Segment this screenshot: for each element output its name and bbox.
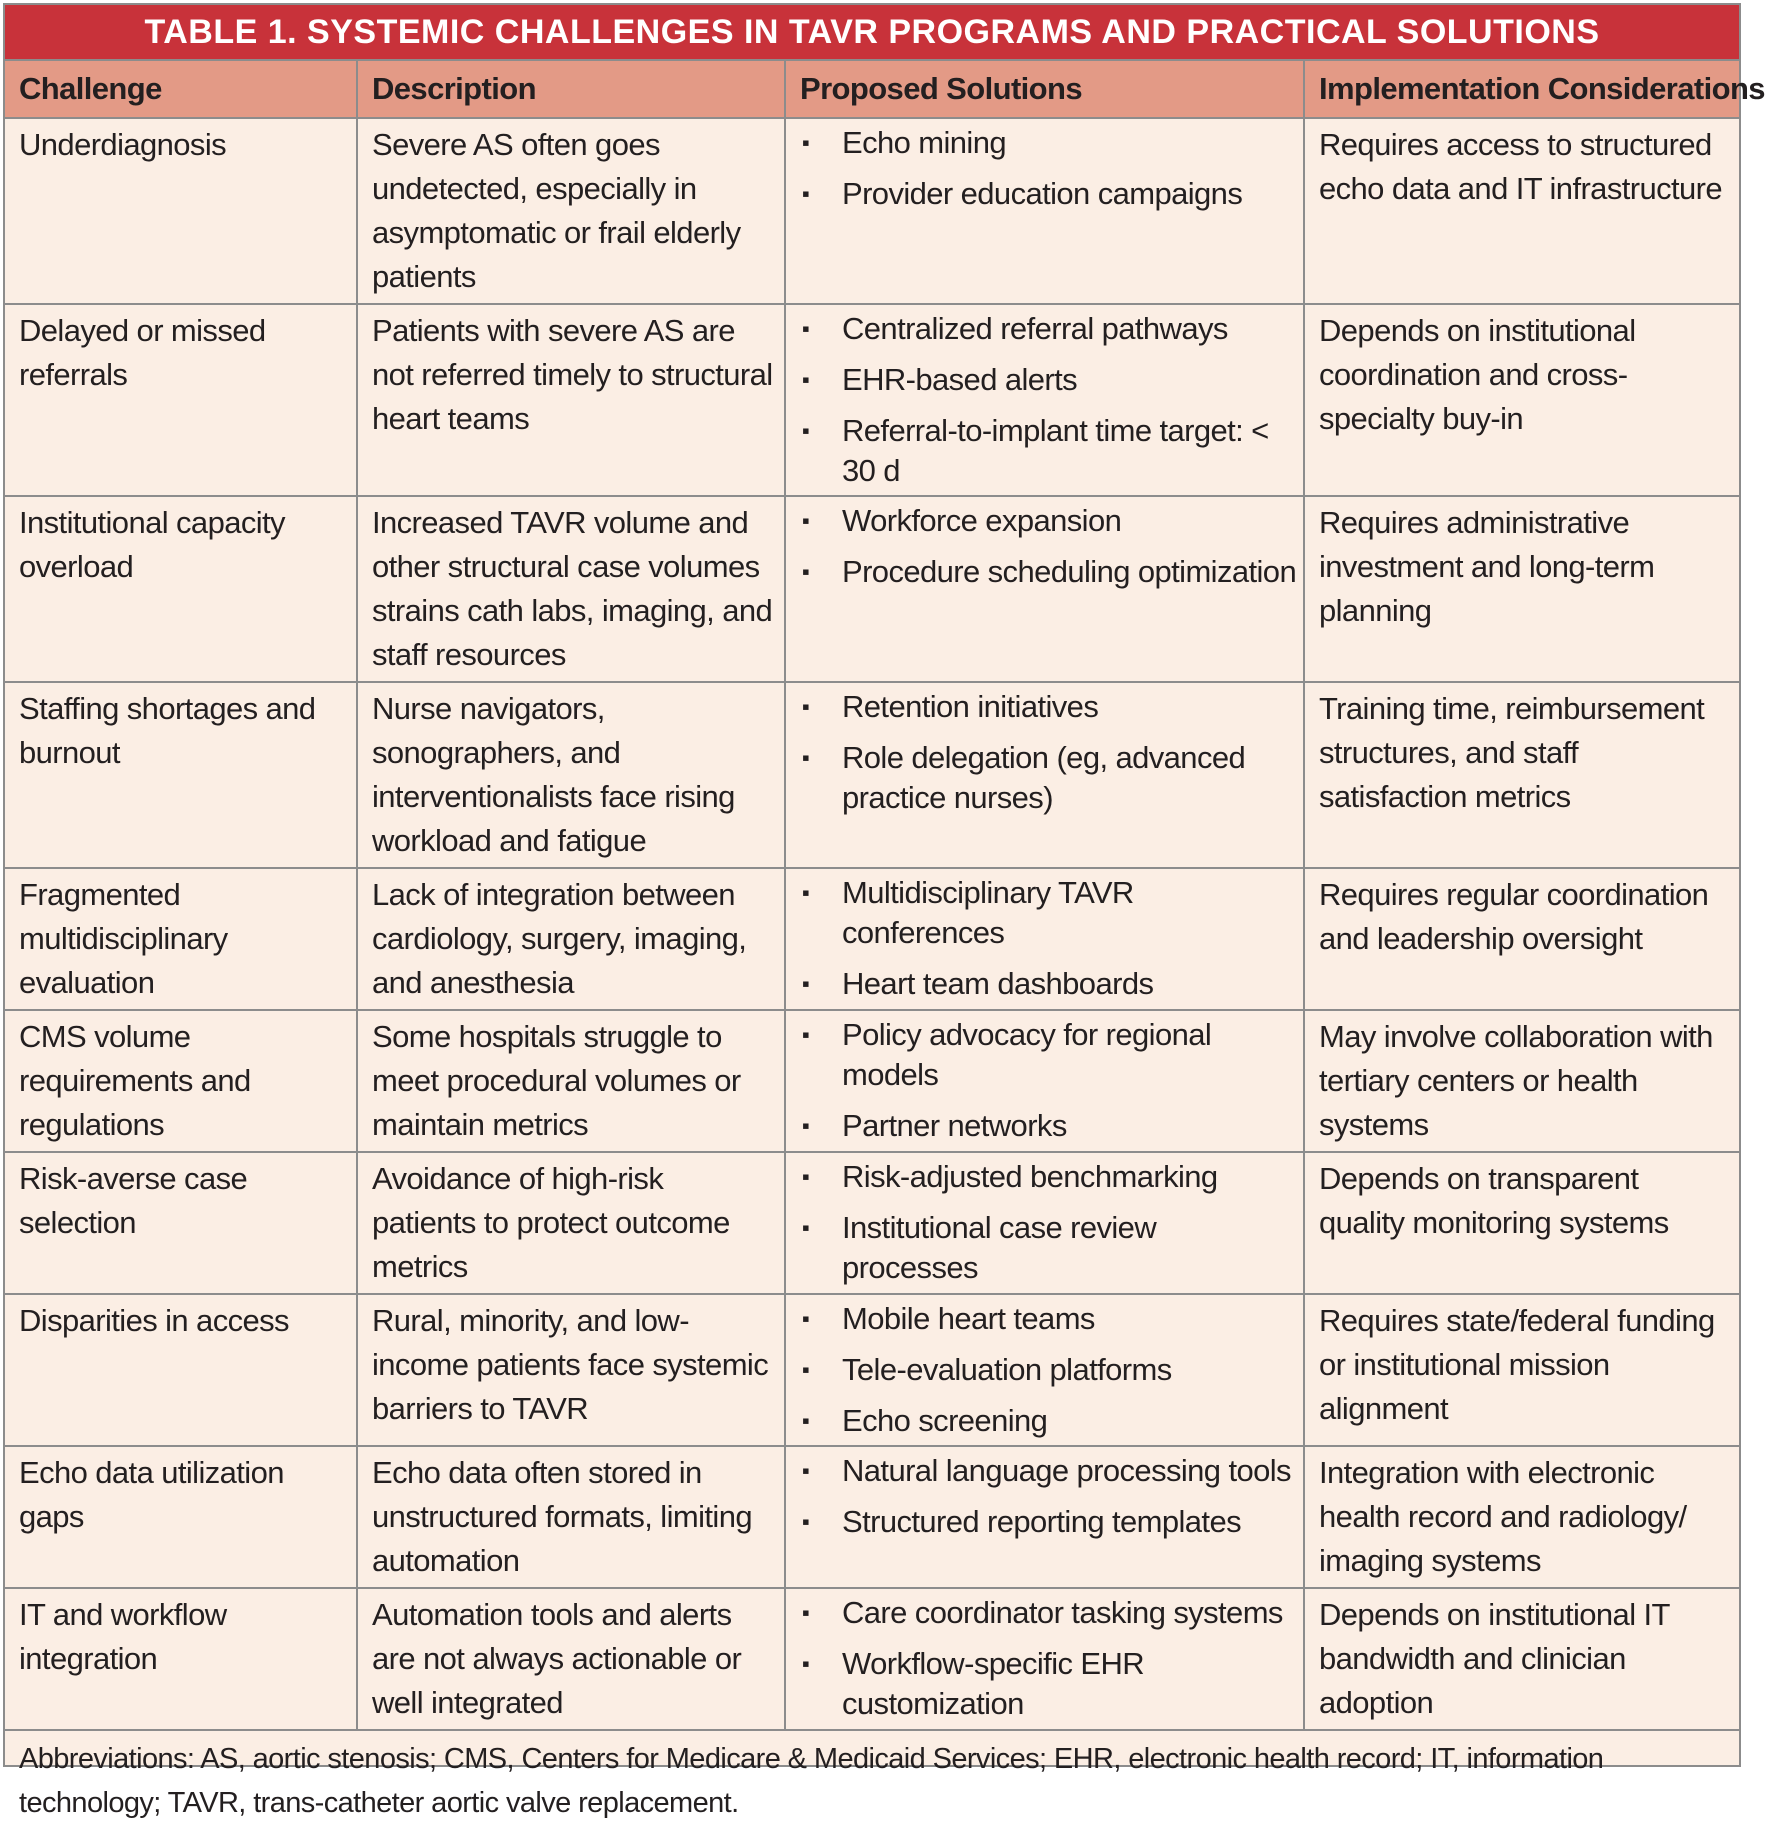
implementation-considerations-cell: Requires administrative investment and long-term planning (1304, 496, 1739, 682)
solution-text: Provider education campaigns (842, 176, 1243, 211)
implementation-considerations-cell: Depends on transparent quality monitoring systems (1304, 1152, 1739, 1294)
solution-item (794, 1299, 1297, 1339)
solution-text: Centralized referral pathways (842, 311, 1228, 346)
solution-text: Tele-evaluation platforms (842, 1352, 1172, 1387)
challenges-table (5, 61, 1765, 1731)
solution-text: Heart team dashboards (842, 966, 1154, 1001)
implementation-considerations-cell: Depends on institutional coordination and cross-specialty buy-in (1304, 304, 1739, 496)
implementation-considerations-cell: Requires regular coordination and leadership oversight (1304, 868, 1739, 1010)
table-row (5, 1588, 1739, 1730)
solution-item (794, 1593, 1297, 1633)
proposed-solutions-cell (785, 868, 1304, 1010)
solution-item (794, 174, 1297, 214)
solution-item (794, 1451, 1297, 1491)
solutions-list (794, 1299, 1297, 1441)
table-row (5, 1446, 1739, 1588)
solution-text: Natural language processing tools (842, 1453, 1291, 1488)
solutions-list (794, 1157, 1297, 1288)
solutions-list (794, 501, 1297, 592)
solution-item (794, 360, 1297, 400)
implementation-considerations-cell: Depends on institutional IT bandwidth and clinician adoption (1304, 1588, 1739, 1730)
table-row (5, 1010, 1739, 1152)
description-cell: Automation tools and alerts are not always actionable or well integrated (357, 1588, 785, 1730)
solution-item (794, 1106, 1297, 1146)
table-body (5, 118, 1739, 1730)
solution-text: Referral-to-implant time target: < 30 d (842, 413, 1269, 488)
table-row (5, 496, 1739, 682)
description-cell: Echo data often stored in unstructured formats, limiting automation (357, 1446, 785, 1588)
header-proposed-solutions: Proposed Solutions (785, 61, 1304, 118)
description-cell: Lack of integration between cardiology, surgery, imaging, and anesthesia (357, 868, 785, 1010)
header-implementation-considerations: Implementation Considerations (1304, 61, 1739, 118)
solution-text: Mobile heart teams (842, 1301, 1095, 1336)
description-cell: Severe AS often goes undetected, especially in asymptomatic or frail elderly patients (357, 118, 785, 304)
challenge-cell: Echo data utilization gaps (5, 1446, 357, 1588)
challenge-cell: Staffing shortages and burnout (5, 682, 357, 868)
solution-text: Partner networks (842, 1108, 1067, 1143)
solutions-list (794, 687, 1297, 818)
implementation-considerations-cell: Training time, reimbursement structures, and staff satisfaction metrics (1304, 682, 1739, 868)
bullet-icon: ▪ (802, 1509, 810, 1534)
solution-text: Care coordinator tasking systems (842, 1595, 1283, 1630)
implementation-considerations-cell: Integration with electronic health record and radiology/ imaging systems (1304, 1446, 1739, 1588)
proposed-solutions-cell (785, 118, 1304, 304)
bullet-icon: ▪ (802, 1164, 810, 1189)
description-cell: Patients with severe AS are not referred timely to structural heart teams (357, 304, 785, 496)
solution-item (794, 1015, 1297, 1095)
solution-item (794, 1208, 1297, 1288)
table-row (5, 1294, 1739, 1446)
table-title: TABLE 1. SYSTEMIC CHALLENGES IN TAVR PROGRAMS AND PRACTICAL SOLUTIONS (5, 5, 1739, 61)
challenge-cell: Underdiagnosis (5, 118, 357, 304)
solution-text: Policy advocacy for regional models (842, 1017, 1212, 1092)
bullet-icon: ▪ (802, 880, 810, 905)
proposed-solutions-cell (785, 1588, 1304, 1730)
table-row (5, 1152, 1739, 1294)
description-cell: Avoidance of high-risk patients to protect outcome metrics (357, 1152, 785, 1294)
challenge-cell: CMS volume requirements and regulations (5, 1010, 357, 1152)
bullet-icon: ▪ (802, 1306, 810, 1331)
implementation-considerations-cell: Requires state/federal funding or institutional mission alignment (1304, 1294, 1739, 1446)
proposed-solutions-cell (785, 1446, 1304, 1588)
challenge-cell: Delayed or missed referrals (5, 304, 357, 496)
solution-item (794, 552, 1297, 592)
header-row (5, 61, 1739, 118)
bullet-icon: ▪ (802, 1408, 810, 1433)
table-row (5, 118, 1739, 304)
challenge-cell: Risk-averse case selection (5, 1152, 357, 1294)
table-row (5, 682, 1739, 868)
solutions-list (794, 1451, 1297, 1542)
bullet-icon: ▪ (802, 1651, 810, 1676)
solutions-list (794, 1593, 1297, 1724)
solution-item (794, 1644, 1297, 1724)
challenge-cell: IT and workflow integration (5, 1588, 357, 1730)
table-frame (3, 3, 1765, 1819)
solution-item (794, 1157, 1297, 1197)
proposed-solutions-cell (785, 304, 1304, 496)
bullet-icon: ▪ (802, 1600, 810, 1625)
bullet-icon: ▪ (802, 418, 810, 443)
solution-item (794, 964, 1297, 1004)
solution-text: Workflow-specific EHR customization (842, 1646, 1145, 1721)
solution-text: EHR-based alerts (842, 362, 1078, 397)
solution-item (794, 687, 1297, 727)
solution-text: Institutional case review processes (842, 1210, 1157, 1285)
solution-item (794, 738, 1297, 818)
solutions-list (794, 1015, 1297, 1146)
header-challenge: Challenge (5, 61, 357, 118)
proposed-solutions-cell (785, 1010, 1304, 1152)
proposed-solutions-cell (785, 496, 1304, 682)
bullet-icon: ▪ (802, 367, 810, 392)
challenge-cell: Fragmented multidisciplinary evaluation (5, 868, 357, 1010)
bullet-icon: ▪ (802, 1215, 810, 1240)
bullet-icon: ▪ (802, 316, 810, 341)
solution-item (794, 873, 1297, 953)
solutions-list (794, 123, 1297, 214)
solution-text: Echo screening (842, 1403, 1048, 1438)
solutions-list (794, 309, 1297, 491)
bullet-icon: ▪ (802, 971, 810, 996)
solution-item (794, 1350, 1297, 1390)
challenge-cell: Disparities in access (5, 1294, 357, 1446)
implementation-considerations-cell: Requires access to structured echo data and IT infrastructure (1304, 118, 1739, 304)
abbreviations-footnote: Abbreviations: AS, aortic stenosis; CMS, Centers for Medicare & Medicaid Services; EHR, electronic health record; IT, information technology; TAVR, trans-catheter aortic valve replacement. (19, 1743, 1604, 1819)
solution-item (794, 1401, 1297, 1441)
solution-item (794, 411, 1297, 491)
solution-text: Procedure scheduling optimization (842, 554, 1297, 589)
description-cell: Rural, minority, and low-income patients face systemic barriers to TAVR (357, 1294, 785, 1446)
bullet-icon: ▪ (802, 694, 810, 719)
implementation-considerations-cell: May involve collaboration with tertiary centers or health systems (1304, 1010, 1739, 1152)
solution-text: Structured reporting templates (842, 1504, 1241, 1539)
proposed-solutions-cell (785, 682, 1304, 868)
proposed-solutions-cell (785, 1152, 1304, 1294)
solution-text: Echo mining (842, 125, 1006, 160)
bullet-icon: ▪ (802, 1458, 810, 1483)
bullet-icon: ▪ (802, 181, 810, 206)
bullet-icon: ▪ (802, 1022, 810, 1047)
table-row (5, 304, 1739, 496)
solution-item (794, 309, 1297, 349)
table-row (5, 868, 1739, 1010)
bullet-icon: ▪ (802, 130, 810, 155)
description-cell: Increased TAVR volume and other structural case volumes strains cath labs, imaging, and staff resources (357, 496, 785, 682)
bullet-icon: ▪ (802, 508, 810, 533)
description-cell: Some hospitals struggle to meet procedural volumes or maintain metrics (357, 1010, 785, 1152)
header-description: Description (357, 61, 785, 118)
challenge-cell: Institutional capacity overload (5, 496, 357, 682)
solution-text: Risk-adjusted benchmarking (842, 1159, 1218, 1194)
solution-item (794, 123, 1297, 163)
solution-item (794, 501, 1297, 541)
bullet-icon: ▪ (802, 1113, 810, 1138)
bullet-icon: ▪ (802, 559, 810, 584)
bullet-icon: ▪ (802, 1357, 810, 1382)
proposed-solutions-cell (785, 1294, 1304, 1446)
solution-item (794, 1502, 1297, 1542)
solution-text: Role delegation (eg, advanced practice nurses) (842, 740, 1246, 815)
solutions-list (794, 873, 1297, 1004)
solution-text: Workforce expansion (842, 503, 1122, 538)
description-cell: Nurse navigators, sonographers, and interventionalists face rising workload and fatigue (357, 682, 785, 868)
bullet-icon: ▪ (802, 745, 810, 770)
solution-text: Retention initiatives (842, 689, 1099, 724)
solution-text: Multidisciplinary TAVR conferences (842, 875, 1134, 950)
